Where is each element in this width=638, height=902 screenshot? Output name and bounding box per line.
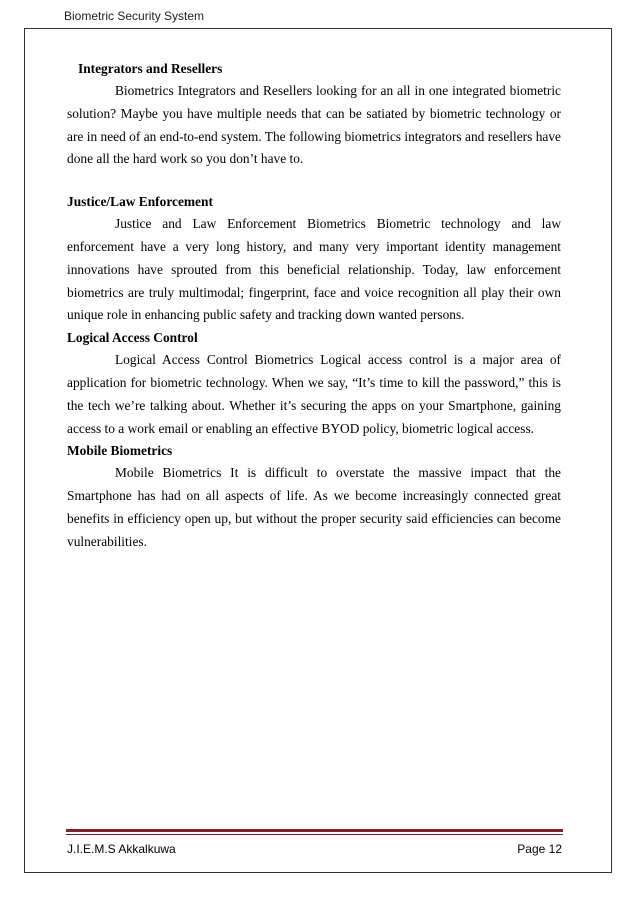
section-heading-mobile: Mobile Biometrics [67,443,173,459]
footer-rule-thick [66,829,563,832]
running-header: Biometric Security System [64,9,205,23]
footer-page-number: Page 12 [517,842,562,856]
section-paragraph-integrators: Biometrics Integrators and Resellers looking for an all in one integrated biometric solution? Maybe you have multiple needs that can be satiated by biometric technology or are in need of an end-to-end system. The following biometrics integrators and resellers have done all the hard work so you don’t have to. [67,83,561,167]
footer-institution: J.I.E.M.S Akkalkuwa [67,842,176,856]
section-paragraph-logical-access: Logical Access Control Biometrics Logical access control is a major area of application for biometric technology. When we say, “It’s time to kill the password,” this is the tech we’re talking about. Whether it’s securing the apps on your Smartphone, gaining access to a work email or enabling an effective BYOD policy, biometric logical access. [67,352,561,436]
section-heading-integrators: Integrators and Resellers [78,61,223,76]
document-body [67,58,561,554]
section-heading-justice: Justice/Law Enforcement [67,194,213,210]
section-gap [67,171,561,191]
section-paragraph-justice: Justice and Law Enforcement Biometrics Biometric technology and law enforcement have a very long history, and many very important identity management innovations have sprouted from this beneficial relationship. Today, law enforcement biometrics are truly multimodal; fingerprint, face and voice recognition all play their own unique role in enhancing public safety and tracking down wanted persons. [67,216,561,323]
section-heading-logical-access: Logical Access Control [67,330,198,346]
section-paragraph-mobile: Mobile Biometrics It is difficult to overstate the massive impact that the Smartphone has had on all aspects of life. As we become increasingly connected great benefits in efficiency open up, but without the proper security said efficiencies can become vulnerabilities. [67,465,561,549]
footer-rule-thin [66,834,563,835]
